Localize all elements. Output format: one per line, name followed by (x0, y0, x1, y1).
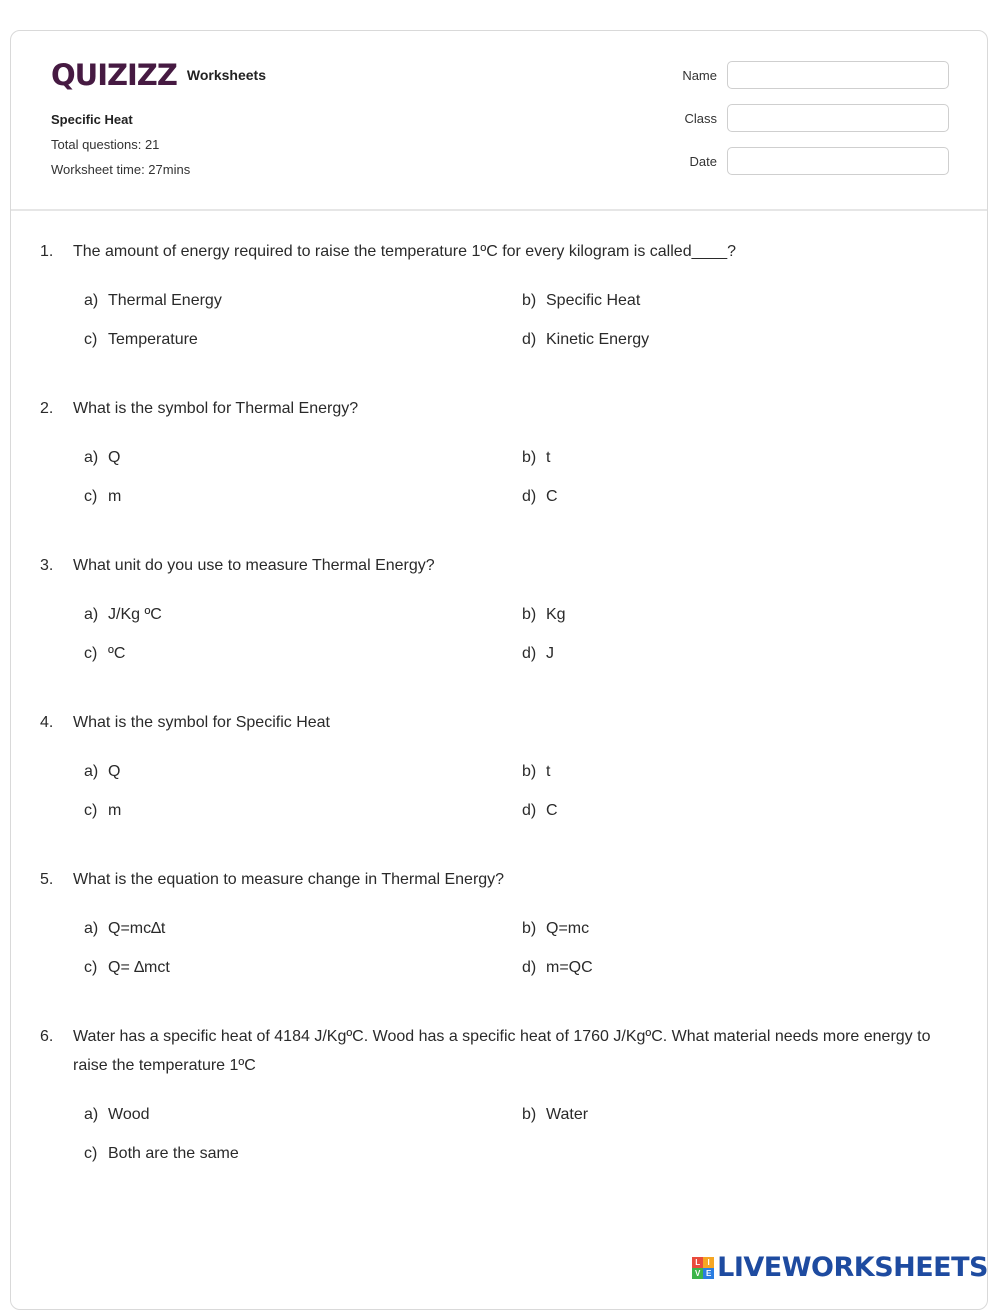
question-number: 4. (40, 714, 54, 731)
option-letter: d) (522, 959, 537, 976)
option-text: Q (108, 763, 121, 780)
option-letter: c) (84, 1145, 98, 1162)
liveworksheets-logo (692, 1252, 988, 1283)
question-number: 3. (40, 557, 54, 574)
option-d[interactable] (522, 488, 558, 506)
option-text: Specific Heat (546, 292, 641, 309)
worksheet-header (11, 31, 987, 211)
option-letter: b) (522, 1106, 537, 1123)
brand-row (51, 57, 266, 93)
option-c[interactable] (84, 645, 125, 663)
question-text: What unit do you use to measure Thermal Energy? (73, 557, 435, 574)
date-input[interactable] (727, 147, 949, 175)
icon-letter: V (692, 1268, 703, 1279)
name-input[interactable] (727, 61, 949, 89)
option-a[interactable] (84, 292, 222, 310)
class-input[interactable] (727, 104, 949, 132)
name-label: Name (682, 67, 717, 83)
option-text: Thermal Energy (108, 292, 222, 309)
brand-subtitle: Worksheets (186, 67, 266, 83)
name-field-row (657, 61, 949, 89)
option-d[interactable] (522, 645, 554, 663)
option-b[interactable] (522, 763, 550, 781)
question-number: 1. (40, 243, 54, 260)
option-letter: d) (522, 488, 537, 505)
option-d[interactable] (522, 802, 558, 820)
option-c[interactable] (84, 802, 121, 820)
liveworksheets-icon (692, 1257, 714, 1279)
option-letter: c) (84, 645, 98, 662)
quizizz-logo: QUIZIZZ (51, 58, 177, 92)
option-letter: a) (84, 292, 99, 309)
total-questions: Total questions: 21 (51, 137, 160, 152)
worksheet-title: Specific Heat (51, 112, 133, 127)
option-text: C (546, 488, 558, 505)
question-number: 6. (40, 1028, 54, 1045)
option-b[interactable] (522, 292, 640, 310)
option-a[interactable] (84, 449, 120, 467)
option-text: Water (546, 1106, 589, 1123)
option-b[interactable] (522, 449, 550, 467)
option-text: Q= ∆mct (108, 959, 170, 976)
option-letter: a) (84, 606, 99, 623)
option-text: m=QC (546, 959, 593, 976)
option-text: m (108, 488, 122, 505)
option-c[interactable] (84, 488, 121, 506)
option-letter: b) (522, 763, 537, 780)
option-text: J (546, 645, 554, 662)
option-d[interactable] (522, 331, 649, 349)
option-text: Q=mc (546, 920, 590, 937)
option-letter: b) (522, 920, 537, 937)
worksheet-time: Worksheet time: 27mins (51, 162, 191, 177)
option-text: Q (108, 449, 121, 466)
class-label: Class (684, 110, 717, 126)
option-text: Both are the same (108, 1145, 239, 1162)
question-text: What is the symbol for Thermal Energy? (73, 400, 359, 417)
option-letter: d) (522, 802, 537, 819)
question-number: 5. (40, 871, 54, 888)
option-text: t (546, 449, 551, 466)
option-letter: c) (84, 802, 98, 819)
option-letter: d) (522, 331, 537, 348)
option-b[interactable] (522, 1106, 588, 1124)
option-letter: d) (522, 645, 537, 662)
question-text: The amount of energy required to raise the temperature 1ºC for every kilogram is called____? (73, 243, 737, 260)
option-b[interactable] (522, 920, 589, 938)
option-a[interactable] (84, 920, 165, 938)
date-label: Date (689, 153, 717, 169)
option-text: Kg (546, 606, 566, 623)
option-a[interactable] (84, 1106, 150, 1124)
option-c[interactable] (84, 331, 198, 349)
question-text: What is the symbol for Specific Heat (73, 714, 330, 731)
option-letter: c) (84, 488, 98, 505)
question-text: Water has a specific heat of 4184 J/KgºC. Wood has a specific heat of 1760 J/KgºC. What material needs more energy to raise the temperature 1ºC (73, 1028, 931, 1074)
option-c[interactable] (84, 1145, 239, 1163)
option-letter: a) (84, 449, 99, 466)
option-text: m (108, 802, 122, 819)
option-letter: a) (84, 920, 99, 937)
option-a[interactable] (84, 606, 162, 624)
option-text: J/Kg ºC (108, 606, 162, 623)
option-letter: c) (84, 331, 98, 348)
option-b[interactable] (522, 606, 566, 624)
class-field-row (657, 104, 949, 132)
option-text: Wood (108, 1106, 150, 1123)
option-c[interactable] (84, 959, 170, 977)
option-text: ºC (108, 645, 126, 662)
question-text: What is the equation to measure change in Thermal Energy? (73, 871, 505, 888)
option-letter: c) (84, 959, 98, 976)
worksheet-card (10, 30, 988, 1310)
option-text: t (546, 763, 551, 780)
option-letter: b) (522, 449, 537, 466)
option-a[interactable] (84, 763, 120, 781)
option-text: Kinetic Energy (546, 331, 650, 348)
option-text: C (546, 802, 558, 819)
icon-letter: L (692, 1257, 703, 1268)
option-letter: a) (84, 1106, 99, 1123)
option-text: Temperature (108, 331, 198, 348)
option-letter: b) (522, 292, 537, 309)
question-number: 2. (40, 400, 54, 417)
date-field-row (657, 147, 949, 175)
liveworksheets-wordmark: LIVEWORKSHEETS (717, 1252, 988, 1283)
option-d[interactable] (522, 959, 593, 977)
icon-letter: E (703, 1268, 714, 1279)
icon-letter: I (703, 1257, 714, 1268)
option-letter: b) (522, 606, 537, 623)
option-text: Q=mc∆t (108, 920, 166, 937)
option-letter: a) (84, 763, 99, 780)
